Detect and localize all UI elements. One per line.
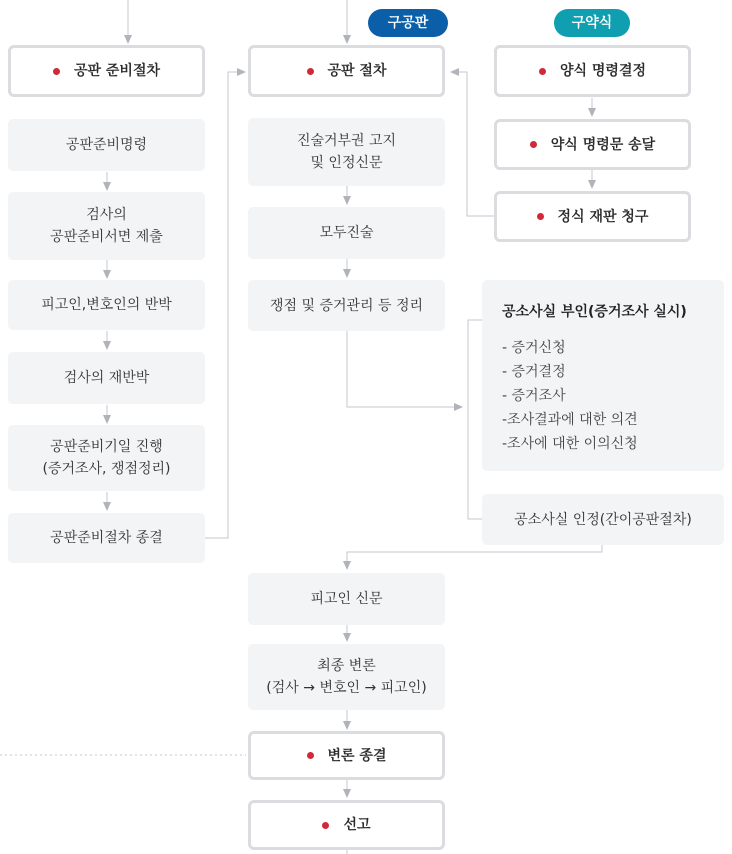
list-item: -조사결과에 대한 의견 [502,412,638,428]
fact-admit-box: 공소사실 인정(간이공판절차) [482,494,724,545]
center-header-trial: 공판 절차 [248,45,445,97]
center-lower-step-1: 피고인 신문 [248,573,445,625]
list-item: - 증거조사 [502,388,566,404]
center-step-1: 진술거부권 고지 및 인정신문 [248,118,445,186]
fact-dispute-list [502,336,704,456]
center-step-3: 쟁점 및 증거관리 등 정리 [248,280,445,331]
left-header-pretrial: 공판 준비절차 [8,45,205,97]
badge-summary-order: 구약식 [554,9,630,37]
badge-old-trial: 구공판 [368,9,448,37]
list-item: - 증거신청 [502,340,566,356]
list-item: -조사에 대한 이의신청 [502,436,638,452]
right-step-3: 정식 재판 청구 [494,191,691,242]
bullet-dot-icon [322,822,329,829]
fact-dispute-panel [482,280,724,471]
fact-dispute-title: 공소사실 부인(증거조사 실시) [502,304,687,320]
bullet-dot-icon [307,68,314,75]
bullet-dot-icon [53,68,60,75]
left-step-5: 공판준비기일 진행 (증거조사, 쟁점정리) [8,425,205,491]
center-step-2: 모두진술 [248,207,445,259]
left-step-4: 검사의 재반박 [8,352,205,404]
center-lower-step-2: 최종 변론 (검사 → 변호인 → 피고인) [248,644,445,710]
bullet-dot-icon [530,141,537,148]
sentence-box: 선고 [248,800,445,850]
list-item: - 증거결정 [502,364,566,380]
left-step-6: 공판준비절차 종결 [8,513,205,563]
left-step-3: 피고인,변호인의 반박 [8,280,205,330]
right-step-2: 약식 명령문 송달 [494,119,691,170]
left-step-1: 공판준비명령 [8,119,205,171]
bullet-dot-icon [539,68,546,75]
argument-end-box: 변론 종결 [248,731,445,780]
bullet-dot-icon [307,752,314,759]
right-step-1: 양식 명령결정 [494,45,691,97]
bullet-dot-icon [537,213,544,220]
left-step-2: 검사의 공판준비서면 제출 [8,192,205,260]
